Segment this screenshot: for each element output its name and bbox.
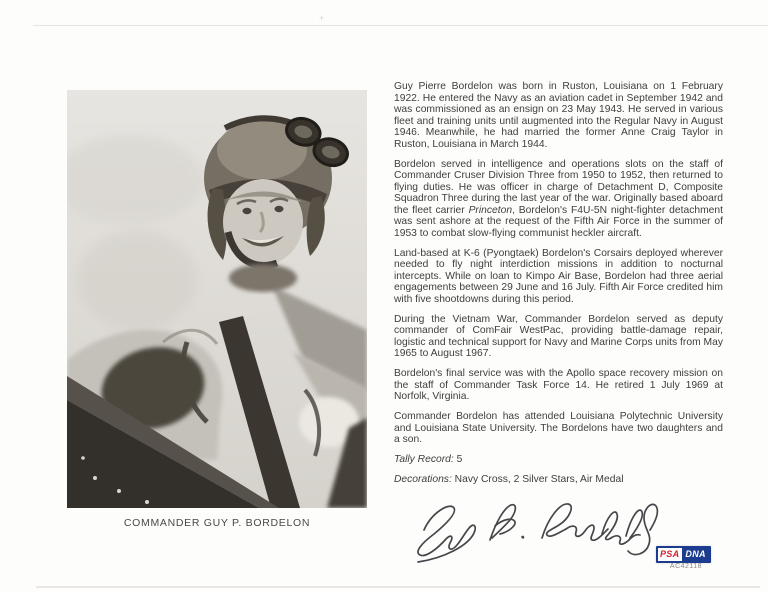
- scan-edge-line-top: [33, 25, 768, 26]
- photo-caption: COMMANDER GUY P. BORDELON: [123, 517, 311, 529]
- signature: [394, 496, 664, 568]
- portrait-photo: [67, 90, 367, 508]
- bio-text: [394, 81, 723, 494]
- bio-paragraph: Tally Record: 5: [394, 454, 463, 465]
- bio-paragraph: During the Vietnam War, Commander Bordelon served as deputy commander of ComFair WestPac, providing battle-damage repair, logistic and technical support for Navy and Marine Corps units from May 1965 to August 1967.: [394, 313, 723, 359]
- signature-ink: [394, 496, 664, 568]
- dna-logo: DNA: [682, 548, 708, 561]
- scan-edge-line-bottom: [36, 586, 760, 588]
- bio-paragraph: Guy Pierre Bordelon was born in Ruston, Louisiana on 1 February 1922. He entered the Navy as an aviation cadet in September 1942 and was commissioned as an ensign on 23 May 1943. He served in various fleet and training units until augmented into the Regular Navy in August 1946. Meanwhile, he had married the former Anne Craig Taylor in Ruston, Louisiana in March 1944.: [394, 81, 723, 150]
- bio-paragraph: Decorations: Navy Cross, 2 Silver Stars, Air Medal: [394, 474, 624, 485]
- registration-mark: +: [319, 13, 325, 23]
- bio-paragraph: Commander Bordelon has attended Louisiana Polytechnic University and Louisiana State University. The Bordelons have two daughters and a son.: [394, 411, 723, 445]
- certification-number: AC42118: [669, 563, 703, 570]
- psa-logo: PSA: [660, 549, 680, 559]
- bio-paragraph: Bordelon served in intelligence and operations slots on the staff of Commander Cruser Division Three from 1950 to 1952, then returned to flying duties. He was officer in charge of Detachment D, Composite Squadron Three during the last year of the war. Originally based aboard the fleet carrier Princeton, Bordelon's F4U-5N night-fighter detachment was sent ashore at the request of the Fifth Air Force in the summer of 1953 to combat slow-flying communist heckler aircraft.: [394, 158, 723, 239]
- bio-paragraph: Land-based at K-6 (Pyongtaek) Bordelon's Corsairs deployed wherever needed to fly night interdiction missions in addition to nocturnal intercepts. While on loan to Kimpo Air Base, Bordelon had three aerial engagements between 29 June and 16 July. Fifth Air Force credited him with five shootdowns during this period.: [394, 247, 723, 305]
- pilot-in-cockpit-illustration: [67, 90, 367, 508]
- psa-dna-sticker: [656, 546, 711, 563]
- bio-paragraph: Bordelon's final service was with the Apollo space recovery mission on the staff of Commander Task Force 14. He retired 1 July 1969 at Norfolk, Virginia.: [394, 368, 723, 402]
